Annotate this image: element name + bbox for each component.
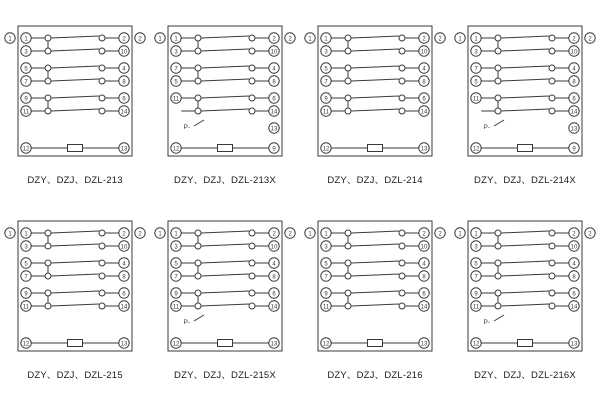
svg-text:P-: P- xyxy=(183,124,190,131)
svg-text:1: 1 xyxy=(8,36,12,43)
relay-socket-diagram-dzl-213x xyxy=(150,4,300,172)
svg-text:9: 9 xyxy=(324,96,328,103)
diagram-caption-dzl-213: DZY、DZJ、DZL-213 xyxy=(27,175,123,186)
diagram-caption-dzl-214x: DZY、DZJ、DZL-214X xyxy=(474,175,576,186)
svg-text:1: 1 xyxy=(158,231,162,238)
svg-text:4: 4 xyxy=(572,66,576,73)
svg-text:1: 1 xyxy=(458,231,462,238)
svg-text:11: 11 xyxy=(472,96,480,103)
svg-text:4: 4 xyxy=(572,261,576,268)
relay-socket-svg-dzl-216x xyxy=(450,199,600,367)
svg-text:11: 11 xyxy=(22,109,30,116)
svg-text:2: 2 xyxy=(288,36,292,43)
svg-text:2: 2 xyxy=(422,231,426,238)
svg-text:7: 7 xyxy=(24,274,28,281)
svg-text:3: 3 xyxy=(24,244,28,251)
relay-socket-svg-dzl-215 xyxy=(0,199,150,367)
svg-text:4: 4 xyxy=(122,66,126,73)
svg-text:7: 7 xyxy=(174,274,178,281)
svg-text:1: 1 xyxy=(474,231,478,238)
svg-text:7: 7 xyxy=(24,79,28,86)
diagram-cell-dzl-214x xyxy=(450,4,600,199)
svg-text:2: 2 xyxy=(422,36,426,43)
svg-text:2: 2 xyxy=(288,231,292,238)
diagram-cell-dzl-216x xyxy=(450,199,600,394)
svg-text:14: 14 xyxy=(270,304,278,311)
svg-text:2: 2 xyxy=(588,231,592,238)
diagram-caption-dzl-215x: DZY、DZJ、DZL-215X xyxy=(174,370,276,381)
svg-text:1: 1 xyxy=(158,36,162,43)
svg-text:7: 7 xyxy=(474,274,478,281)
svg-text:9: 9 xyxy=(272,146,276,153)
svg-text:1: 1 xyxy=(308,36,312,43)
svg-text:14: 14 xyxy=(420,304,428,311)
svg-text:12: 12 xyxy=(22,146,30,153)
svg-text:7: 7 xyxy=(174,66,178,73)
diagram-cell-dzl-216 xyxy=(300,199,450,394)
relay-socket-diagram-dzl-213 xyxy=(0,4,150,172)
svg-text:10: 10 xyxy=(420,244,428,251)
svg-text:1: 1 xyxy=(24,36,28,43)
svg-text:1: 1 xyxy=(308,231,312,238)
svg-text:6: 6 xyxy=(422,96,426,103)
svg-text:10: 10 xyxy=(570,49,578,56)
svg-text:12: 12 xyxy=(172,146,180,153)
svg-text:12: 12 xyxy=(22,341,30,348)
svg-text:2: 2 xyxy=(588,36,592,43)
svg-text:3: 3 xyxy=(324,49,328,56)
svg-text:14: 14 xyxy=(420,109,428,116)
svg-text:8: 8 xyxy=(572,79,576,86)
svg-text:3: 3 xyxy=(324,244,328,251)
relay-socket-svg-dzl-213x xyxy=(150,4,300,172)
relay-socket-diagram-dzl-214 xyxy=(300,4,450,172)
svg-text:11: 11 xyxy=(172,96,180,103)
relay-socket-svg-dzl-214x xyxy=(450,4,600,172)
diagram-cell-dzl-213 xyxy=(0,4,150,199)
svg-text:4: 4 xyxy=(422,261,426,268)
svg-text:4: 4 xyxy=(272,261,276,268)
svg-text:1: 1 xyxy=(174,231,178,238)
svg-text:10: 10 xyxy=(270,244,278,251)
svg-text:5: 5 xyxy=(324,261,328,268)
svg-text:2: 2 xyxy=(572,36,576,43)
svg-text:8: 8 xyxy=(272,79,276,86)
svg-text:4: 4 xyxy=(422,66,426,73)
svg-text:5: 5 xyxy=(474,79,478,86)
diagram-cell-dzl-213x xyxy=(150,4,300,199)
diagram-caption-dzl-214: DZY、DZJ、DZL-214 xyxy=(327,175,423,186)
svg-text:8: 8 xyxy=(272,274,276,281)
svg-text:14: 14 xyxy=(570,304,578,311)
svg-text:5: 5 xyxy=(174,79,178,86)
svg-text:3: 3 xyxy=(24,49,28,56)
svg-text:13: 13 xyxy=(120,341,128,348)
svg-text:14: 14 xyxy=(120,109,128,116)
svg-text:P-: P- xyxy=(483,319,490,326)
svg-text:9: 9 xyxy=(324,291,328,298)
relay-socket-svg-dzl-215x xyxy=(150,199,300,367)
svg-text:13: 13 xyxy=(120,146,128,153)
svg-text:10: 10 xyxy=(420,49,428,56)
svg-text:11: 11 xyxy=(472,304,480,311)
svg-text:12: 12 xyxy=(322,341,330,348)
svg-text:6: 6 xyxy=(122,96,126,103)
relay-socket-diagram-dzl-214x xyxy=(450,4,600,172)
relay-socket-svg-dzl-213 xyxy=(0,4,150,172)
svg-text:6: 6 xyxy=(272,96,276,103)
svg-text:P-: P- xyxy=(483,124,490,131)
svg-text:3: 3 xyxy=(174,244,178,251)
svg-text:2: 2 xyxy=(272,36,276,43)
diagram-cell-dzl-215 xyxy=(0,199,150,394)
svg-text:10: 10 xyxy=(120,49,128,56)
svg-text:5: 5 xyxy=(24,66,28,73)
svg-text:12: 12 xyxy=(322,146,330,153)
svg-text:8: 8 xyxy=(122,274,126,281)
relay-socket-svg-dzl-214 xyxy=(300,4,450,172)
svg-text:7: 7 xyxy=(324,79,328,86)
svg-text:1: 1 xyxy=(324,231,328,238)
svg-text:13: 13 xyxy=(570,341,578,348)
svg-text:6: 6 xyxy=(422,291,426,298)
svg-text:13: 13 xyxy=(270,341,278,348)
svg-text:7: 7 xyxy=(474,66,478,73)
svg-text:14: 14 xyxy=(120,304,128,311)
svg-text:9: 9 xyxy=(24,96,28,103)
svg-text:12: 12 xyxy=(172,341,180,348)
svg-text:8: 8 xyxy=(422,274,426,281)
svg-text:9: 9 xyxy=(174,291,178,298)
svg-text:1: 1 xyxy=(8,231,12,238)
svg-text:2: 2 xyxy=(438,231,442,238)
relay-socket-svg-dzl-216 xyxy=(300,199,450,367)
svg-text:13: 13 xyxy=(270,126,278,133)
svg-text:3: 3 xyxy=(174,49,178,56)
svg-text:14: 14 xyxy=(570,109,578,116)
diagram-cell-dzl-214 xyxy=(300,4,450,199)
svg-text:6: 6 xyxy=(572,96,576,103)
svg-text:12: 12 xyxy=(472,341,480,348)
svg-text:12: 12 xyxy=(472,146,480,153)
svg-text:4: 4 xyxy=(122,261,126,268)
svg-text:6: 6 xyxy=(572,291,576,298)
svg-text:5: 5 xyxy=(474,261,478,268)
svg-text:11: 11 xyxy=(322,109,330,116)
svg-text:2: 2 xyxy=(122,231,126,238)
svg-text:6: 6 xyxy=(122,291,126,298)
svg-text:7: 7 xyxy=(324,274,328,281)
svg-text:8: 8 xyxy=(122,79,126,86)
relay-socket-diagram-dzl-216 xyxy=(300,199,450,367)
svg-text:3: 3 xyxy=(474,49,478,56)
svg-text:4: 4 xyxy=(272,66,276,73)
svg-text:6: 6 xyxy=(272,291,276,298)
svg-text:5: 5 xyxy=(324,66,328,73)
diagram-caption-dzl-215: DZY、DZJ、DZL-215 xyxy=(27,370,123,381)
diagram-caption-dzl-216: DZY、DZJ、DZL-216 xyxy=(327,370,423,381)
svg-text:13: 13 xyxy=(420,146,428,153)
diagram-cell-dzl-215x xyxy=(150,199,300,394)
svg-text:3: 3 xyxy=(474,244,478,251)
svg-text:11: 11 xyxy=(172,304,180,311)
svg-text:9: 9 xyxy=(474,291,478,298)
svg-text:11: 11 xyxy=(322,304,330,311)
svg-text:1: 1 xyxy=(174,36,178,43)
svg-text:10: 10 xyxy=(270,49,278,56)
svg-text:9: 9 xyxy=(572,146,576,153)
svg-text:P-: P- xyxy=(183,319,190,326)
svg-text:2: 2 xyxy=(272,231,276,238)
relay-socket-diagram-dzl-215 xyxy=(0,199,150,367)
diagram-caption-dzl-216x: DZY、DZJ、DZL-216X xyxy=(474,370,576,381)
svg-text:8: 8 xyxy=(572,274,576,281)
relay-socket-diagram-dzl-215x xyxy=(150,199,300,367)
svg-text:1: 1 xyxy=(324,36,328,43)
svg-text:5: 5 xyxy=(24,261,28,268)
svg-text:10: 10 xyxy=(570,244,578,251)
svg-text:14: 14 xyxy=(270,109,278,116)
svg-text:2: 2 xyxy=(138,231,142,238)
svg-text:2: 2 xyxy=(138,36,142,43)
svg-text:1: 1 xyxy=(458,36,462,43)
svg-text:8: 8 xyxy=(422,79,426,86)
svg-text:9: 9 xyxy=(24,291,28,298)
svg-text:13: 13 xyxy=(420,341,428,348)
svg-text:10: 10 xyxy=(120,244,128,251)
svg-text:2: 2 xyxy=(438,36,442,43)
svg-text:11: 11 xyxy=(22,304,30,311)
relay-socket-diagram-dzl-216x xyxy=(450,199,600,367)
svg-text:5: 5 xyxy=(174,261,178,268)
diagram-caption-dzl-213x: DZY、DZJ、DZL-213X xyxy=(174,175,276,186)
svg-text:1: 1 xyxy=(474,36,478,43)
svg-text:2: 2 xyxy=(122,36,126,43)
svg-text:2: 2 xyxy=(572,231,576,238)
svg-text:13: 13 xyxy=(570,126,578,133)
svg-text:1: 1 xyxy=(24,231,28,238)
